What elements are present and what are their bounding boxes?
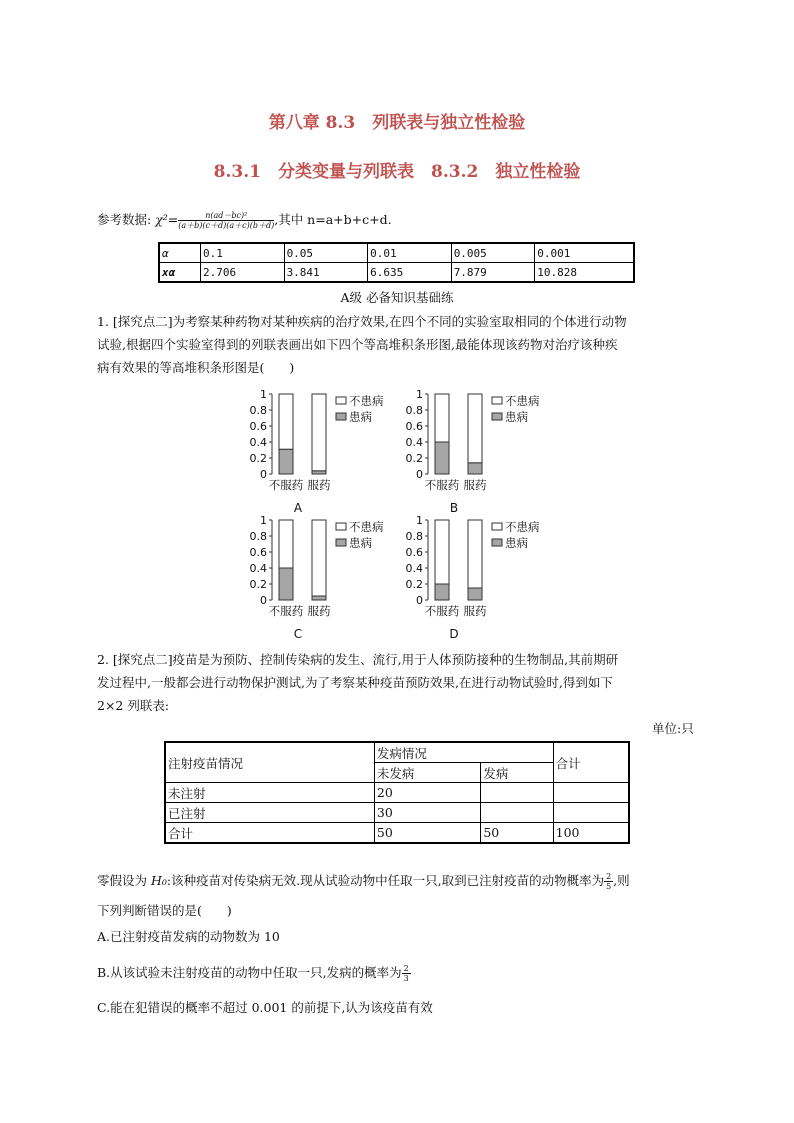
y-tick-label: 1 [416,388,423,401]
x-cell: 2.706 [201,263,285,283]
contingency-table [164,741,630,844]
table-cell: 未注射 [165,783,374,803]
bar-segment [312,596,326,600]
table-row [165,823,629,844]
bar-segment [435,394,449,442]
prob-fraction [604,872,613,891]
table-cell: 合计 [165,823,374,844]
legend-label: 患病 [349,410,372,424]
hyp-end: ,则 [613,873,630,888]
bar-segment [435,584,449,600]
q1-line1: 1. [探究点二]为考察某种药物对某种疾病的治疗效果,在四个不同的实验室取相同的个体进行动物 [97,314,627,329]
option-b-text: B.从该试验未注射疫苗的动物中任取一只,发病的概率为 [97,965,402,980]
header-total: 合计 [553,742,629,783]
alpha-cell: 0.1 [201,243,285,263]
chi-fraction [178,211,274,230]
category-label: 不服药 [424,604,460,618]
table-cell: 已注射 [165,803,374,823]
legend-swatch [336,397,346,404]
y-tick-label: 0.8 [405,530,423,543]
y-tick-label: 0.4 [405,436,423,449]
page-subtitle: 8.3.1 分类变量与列联表 8.3.2 独立性检验 [213,162,581,182]
bar-segment [279,449,293,474]
category-label: 服药 [463,604,487,618]
section-heading: A级 必备知识基础练 [340,290,454,305]
category-label: 不服药 [268,604,304,618]
q1-charts [0,380,794,642]
legend-swatch [492,397,502,404]
q2-line2: 发过程中,一般都会进行动物保护测试,为了考察某种疫苗预防效果,在进行动物试验时,得到如下 [97,675,613,690]
table-row [165,803,629,823]
y-tick-label: 0.2 [249,578,267,591]
x-cell: 10.828 [535,263,634,283]
legend-label: 患病 [505,536,528,550]
y-tick-label: 0.4 [249,436,267,449]
alpha-cell: 0.01 [368,243,452,263]
x-cell: 7.879 [451,263,535,283]
bar-segment [435,520,449,584]
reference-label: 参考数据: [97,212,152,227]
y-tick-label: 0.2 [405,452,423,465]
chi-numerator: n(ad－bc)² [178,211,274,221]
y-tick-label: 0 [416,468,423,481]
table-cell [481,803,553,823]
bar-segment [279,394,293,449]
category-label: 服药 [307,478,331,492]
bar-segment [312,394,326,471]
unit-label: 单位:只 [652,721,694,736]
legend-label: 不患病 [505,394,540,408]
legend-swatch [336,413,346,420]
table-cell: 20 [374,783,480,803]
y-tick-label: 1 [260,514,267,527]
x-row [159,263,634,283]
legend-label: 不患病 [505,520,540,534]
table-cell [553,783,629,803]
bar-segment [468,394,482,463]
bar-segment [435,442,449,474]
category-label: 服药 [307,604,331,618]
reference-formula [97,207,392,232]
table-header-row [165,742,629,763]
y-tick-label: 1 [260,388,267,401]
bar-segment [279,568,293,600]
y-tick-label: 0 [260,468,267,481]
hypothesis-line [97,868,630,893]
x-label: xα [159,263,201,283]
option-letter: C [293,627,303,641]
alpha-row [159,243,634,263]
category-label: 不服药 [268,478,304,492]
alpha-cell: 0.001 [535,243,634,263]
table-cell: 50 [374,823,480,844]
legend-swatch [492,539,502,546]
header-sick: 发病 [481,763,553,783]
x-cell: 6.635 [368,263,452,283]
option-b [97,960,411,985]
table-row [165,783,629,803]
table-cell: 50 [481,823,553,844]
option-b-den: 3 [403,974,409,983]
x-cell: 3.841 [284,263,368,283]
legend-label: 患病 [349,536,372,550]
y-tick-label: 0.8 [405,404,423,417]
legend-label: 不患病 [349,394,384,408]
category-label: 服药 [463,478,487,492]
bar-segment [468,588,482,600]
bar-segment [279,520,293,568]
page-title: 第八章 8.3 列联表与独立性检验 [268,113,526,133]
option-a: A.已注射疫苗发病的动物数为 10 [97,929,280,944]
y-tick-label: 0.6 [405,546,423,559]
critical-value-table [158,242,635,283]
legend-label: 不患病 [349,520,384,534]
bar-segment [312,520,326,596]
y-tick-label: 0.4 [405,562,423,575]
hyp-post: :该种疫苗对传染病无效.现从试验动物中任取一只,取到已注射疫苗的动物概率为 [166,873,605,888]
y-tick-label: 0.2 [249,452,267,465]
legend-swatch [492,413,502,420]
legend-swatch [336,523,346,530]
y-tick-label: 0.6 [405,420,423,433]
legend-label: 患病 [505,410,528,424]
option-letter: D [449,627,459,641]
table-cell: 30 [374,803,480,823]
chi-denominator: (a＋b)(c＋d)(a＋c)(b＋d) [178,221,275,230]
option-c: C.能在犯错误的概率不超过 0.001 的前提下,认为该疫苗有效 [97,1000,433,1015]
hyp-pre: 零假设为 [97,873,151,888]
y-tick-label: 1 [416,514,423,527]
header-disease: 发病情况 [374,742,553,763]
header-none: 未发病 [374,763,480,783]
legend-swatch [336,539,346,546]
y-tick-label: 0.2 [405,578,423,591]
table-cell: 100 [553,823,629,844]
y-tick-label: 0 [260,594,267,607]
q1-line3: 病有效果的等高堆积条形图是( ) [97,360,295,375]
q1-line2: 试验,根据四个实验室得到的列联表画出如下四个等高堆积条形图,最能体现该药物对治疗该种疾 [97,337,618,352]
option-letter: B [449,501,459,515]
y-tick-label: 0.6 [249,420,267,433]
header-vaccine: 注射疫苗情况 [165,742,374,783]
y-tick-label: 0.6 [249,546,267,559]
y-tick-label: 0.4 [249,562,267,575]
h0-symbol: H₀ [150,873,167,888]
bar-segment [468,520,482,588]
y-tick-label: 0.8 [249,530,267,543]
alpha-cell: 0.05 [284,243,368,263]
alpha-cell: 0.005 [451,243,535,263]
prob-den: 5 [606,882,612,891]
option-letter: A [293,501,303,515]
option-b-num: 2 [403,964,409,973]
bar-segment [468,463,482,474]
q2-line5: 下列判断错误的是( ) [97,903,232,918]
y-tick-label: 0.8 [249,404,267,417]
q2-line1: 2. [探究点二]疫苗是为预防、控制传染病的发生、流行,用于人体预防接种的生物制品,其前期研 [97,652,619,667]
y-tick-label: 0 [416,594,423,607]
reference-suffix: ,其中 n=a+b+c+d. [274,212,392,227]
category-label: 不服药 [424,478,460,492]
q2-line3: 2×2 列联表: [97,698,170,713]
legend-swatch [492,523,502,530]
prob-num: 2 [606,872,612,881]
table-cell [481,783,553,803]
option-b-fraction [402,964,411,983]
alpha-label: α [159,243,201,263]
table-cell [553,803,629,823]
chi-symbol: χ²= [155,212,179,227]
